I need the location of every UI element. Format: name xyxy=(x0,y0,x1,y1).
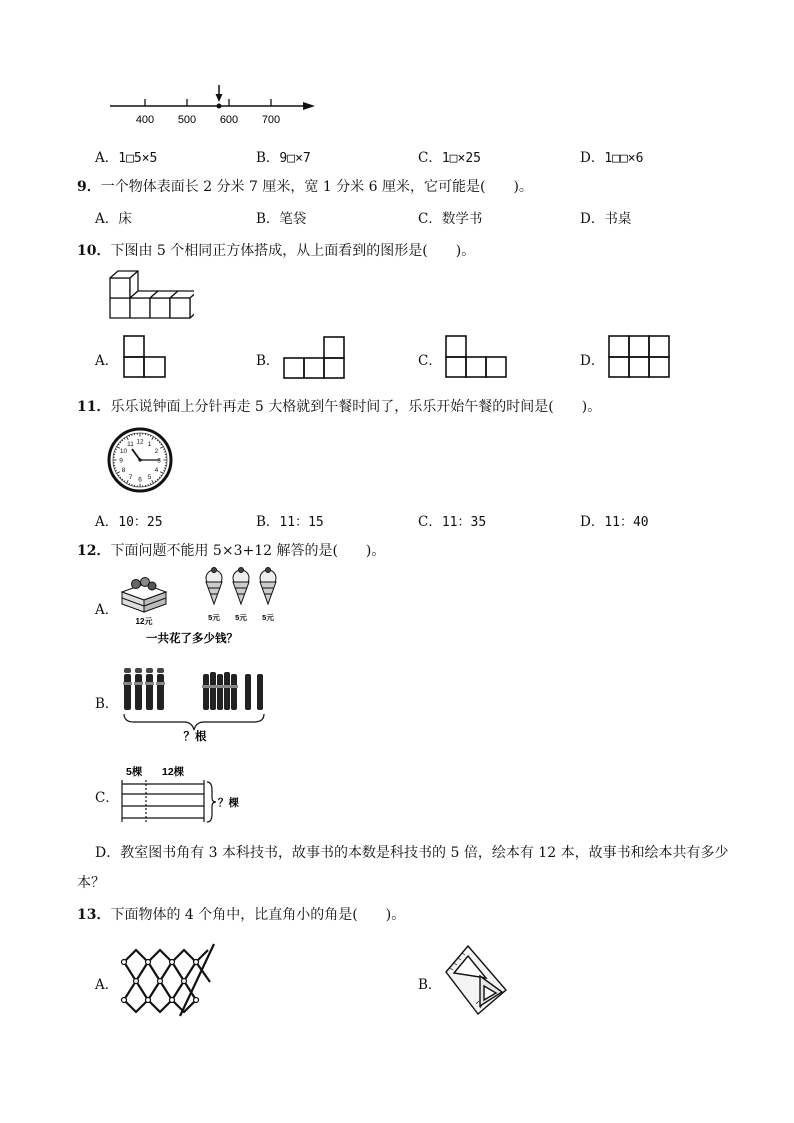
stick-icon xyxy=(135,674,142,710)
q10-option-d[interactable] xyxy=(580,349,604,369)
q9-option-d[interactable] xyxy=(580,207,631,227)
question-text: 下面问题不能用 5×3+12 解答的是( )。 xyxy=(110,543,386,559)
question-text: 乐乐说钟面上分针再走 5 大格就到午餐时间了，乐乐开始午餐的时间是( )。 xyxy=(110,399,602,415)
option-text: 床 xyxy=(118,211,132,227)
clock-number: 9 xyxy=(119,457,123,465)
ice-cream-icon xyxy=(233,568,249,605)
q8-option-c[interactable] xyxy=(418,146,481,166)
stick-icon xyxy=(257,674,263,710)
question-number: 12． xyxy=(77,543,111,559)
q11-option-a[interactable] xyxy=(95,510,163,530)
option-letter: D． xyxy=(580,211,605,227)
q11-option-c[interactable] xyxy=(418,510,486,530)
question-10 xyxy=(77,240,475,260)
option-letter: D． xyxy=(580,353,605,369)
option-text: 11：40 xyxy=(604,515,649,530)
stick-cap xyxy=(146,668,153,673)
clock-number: 6 xyxy=(138,476,142,484)
clock-tick xyxy=(115,470,116,471)
option-letter: D． xyxy=(95,845,121,861)
q9-option-c[interactable] xyxy=(418,207,482,227)
question-13 xyxy=(77,904,405,924)
q12-option-a[interactable] xyxy=(95,598,118,618)
clock-number: 10 xyxy=(119,447,128,455)
stick-bundle-icon xyxy=(202,672,238,710)
q12-b-question: ？根 xyxy=(183,731,207,742)
option-letter: A． xyxy=(95,353,119,369)
q8-option-b[interactable] xyxy=(256,146,311,166)
q12-a-question: 一共花了多少钱？ xyxy=(146,633,238,645)
option-text: 本？ xyxy=(77,875,105,891)
clock-tick xyxy=(163,449,164,450)
stick-icon xyxy=(146,674,153,710)
number-line-point xyxy=(217,104,222,109)
tick-label: 400 xyxy=(135,114,155,126)
clock-number: 7 xyxy=(128,473,133,481)
q12-option-b-figure[interactable] xyxy=(118,660,278,742)
stick-band xyxy=(134,682,143,685)
q9-option-a[interactable] xyxy=(95,207,132,227)
q12-option-c-figure[interactable] xyxy=(118,762,248,826)
option-text: 教室图书角有 3 本科技书，故事书的本数是科技书的 5 倍，绘本有 12 本，故事书和绘本共有多少 xyxy=(120,845,729,861)
q10-option-d-shape[interactable] xyxy=(607,334,673,380)
clock-number: 3 xyxy=(157,457,161,465)
option-letter: B． xyxy=(95,696,119,712)
clock-tick xyxy=(129,483,130,484)
tick-label: 600 xyxy=(219,114,239,126)
clock-figure xyxy=(107,427,173,493)
ice-cream-price: 5元 xyxy=(262,613,274,622)
question-text: 下图由 5 个相同正方体搭成，从上面看到的图形是( )。 xyxy=(110,243,476,259)
option-letter: C． xyxy=(418,514,442,530)
clock-tick xyxy=(115,449,116,450)
clock-tick xyxy=(150,483,151,484)
question-number: 9． xyxy=(77,179,101,195)
q11-option-d[interactable] xyxy=(580,510,649,530)
q10-option-c-shape[interactable] xyxy=(444,334,510,380)
ice-cream-price: 5元 xyxy=(208,613,220,622)
stick-icon xyxy=(157,674,164,710)
number-line-figure xyxy=(100,82,330,128)
clock-tick xyxy=(129,435,130,436)
option-text: 11：35 xyxy=(441,515,487,530)
option-letter: A． xyxy=(95,602,119,618)
q13-option-a[interactable] xyxy=(95,973,118,993)
ice-cream-price: 5元 xyxy=(235,613,247,622)
option-letter: A． xyxy=(95,211,119,227)
q10-option-a[interactable] xyxy=(95,349,118,369)
option-letter: D． xyxy=(580,150,605,166)
q9-option-b[interactable] xyxy=(256,207,306,227)
option-letter: B． xyxy=(256,514,280,530)
q12-option-d-continued xyxy=(77,872,105,892)
q10-option-b-shape[interactable] xyxy=(282,335,348,381)
stick-cap xyxy=(157,668,164,673)
q12-c-question: ？棵 xyxy=(218,797,239,809)
option-text: 11：15 xyxy=(279,515,324,530)
question-text: 一个物体表面长 2 分米 7 厘米，宽 1 分米 6 厘米，它可能是( )。 xyxy=(100,179,533,195)
clock-number: 5 xyxy=(147,473,152,481)
question-11 xyxy=(77,396,601,416)
q12-option-c[interactable] xyxy=(95,786,119,806)
ice-cream-icon xyxy=(206,568,222,605)
question-9 xyxy=(77,176,533,196)
cake-price: 12元 xyxy=(135,617,153,626)
q10-option-a-shape[interactable] xyxy=(122,334,168,380)
option-letter: A． xyxy=(95,977,119,993)
option-letter: B． xyxy=(256,353,280,369)
q8-option-d[interactable] xyxy=(580,146,643,166)
option-letter: A． xyxy=(95,514,119,530)
clock-number: 2 xyxy=(154,447,159,455)
q12-option-d[interactable] xyxy=(95,842,729,862)
stick-bundles xyxy=(123,668,165,710)
clock-number: 4 xyxy=(154,466,159,474)
question-number: 10． xyxy=(77,243,111,259)
q13-option-b-figure[interactable] xyxy=(440,942,512,1020)
clock-number: 12 xyxy=(136,438,144,446)
ice-cream-icon xyxy=(260,568,276,605)
clock-number: 11 xyxy=(127,440,134,448)
stick-band xyxy=(156,682,165,685)
option-letter: C． xyxy=(95,790,119,806)
tick-label: 700 xyxy=(261,114,281,126)
segment-label: 12棵 xyxy=(162,766,185,778)
option-text: 数学书 xyxy=(441,211,483,227)
question-number: 13． xyxy=(77,907,111,923)
stick-icon xyxy=(124,674,131,710)
option-text: 1□×25 xyxy=(441,151,481,166)
clock-tick xyxy=(163,470,164,471)
option-text: 10：25 xyxy=(118,515,163,530)
option-letter: B． xyxy=(418,977,442,993)
option-letter: D． xyxy=(580,514,605,530)
option-text: 1□□×6 xyxy=(604,151,644,166)
option-text: 1□5×5 xyxy=(118,151,158,166)
q12-option-b[interactable] xyxy=(95,692,118,712)
segment-label: 5棵 xyxy=(126,766,143,778)
clock-tick xyxy=(150,435,151,436)
stick-band xyxy=(123,682,132,685)
q10-option-c[interactable] xyxy=(418,349,442,369)
option-text: 9□×7 xyxy=(279,151,311,166)
option-letter: C． xyxy=(418,150,442,166)
option-text: 书桌 xyxy=(604,211,632,227)
q13-option-a-figure[interactable] xyxy=(118,942,218,1018)
stick-cap xyxy=(124,668,131,673)
tick-label: 500 xyxy=(177,114,197,126)
cake-icon xyxy=(122,578,166,613)
q13-option-b[interactable] xyxy=(418,973,441,993)
option-text: 笔袋 xyxy=(279,211,307,227)
clock-number: 8 xyxy=(121,466,126,474)
q12-option-a-figure[interactable] xyxy=(118,566,288,648)
option-letter: C． xyxy=(418,211,442,227)
stick-band xyxy=(145,682,154,685)
stick-icon xyxy=(245,674,251,710)
option-letter: B． xyxy=(256,150,280,166)
option-letter: A． xyxy=(95,150,119,166)
question-number: 11． xyxy=(77,399,111,415)
clock-number: 1 xyxy=(147,440,152,448)
question-12 xyxy=(77,540,385,560)
option-letter: C． xyxy=(418,353,442,369)
stick-cap xyxy=(135,668,142,673)
q8-option-a[interactable] xyxy=(95,146,157,166)
option-letter: B． xyxy=(256,211,280,227)
q10-option-b[interactable] xyxy=(256,349,279,369)
q11-option-b[interactable] xyxy=(256,510,324,530)
question-text: 下面物体的 4 个角中，比直角小的角是( )。 xyxy=(110,907,406,923)
cube-stack-figure xyxy=(108,268,194,320)
